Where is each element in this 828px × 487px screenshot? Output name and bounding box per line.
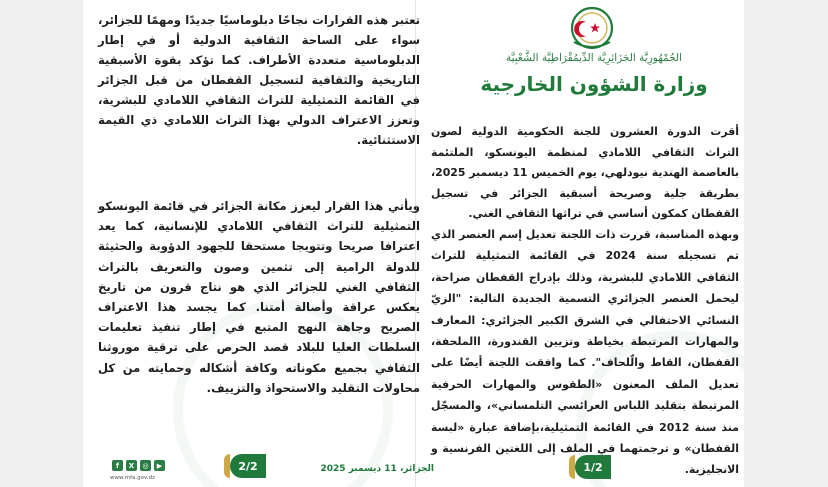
page-one-paragraph-2: وبهذه المناسبة، قررت ذات اللجنة تعديل إسم العنصر الذي تم تسجيله سنة 2024 في القائمة التمثيلية للتراث الثقافي اللامادي للبشرية، وذلك بإدراج القفطان صراحة، ليحمل العنصر الجزائري التسمية الجديدة التالية: "الزيّ النسائي الاحتفالي في الشرق الكبير الجزائري: المعارف والمهارات المرتبطة بخياطة وتزيين القندورة، االملحفة، القفطان، القاط والّلحاف". كما وافقت اللجنة أيضًا على تعديل الملف المعنون «الطقوس والمهارات الحرفية المرتبطة بتقليد اللباس العرائسي التلمساني»، والمسجّل منذ سنة 2012 في القائمة التمثيلية،بإضافة عبارة «لبسة القفطان» و ترجمتهما في الملف إلى اللغتين الفرنسية و الانجليزية.: [431, 228, 740, 477]
website-url[interactable]: www.mfa.gov.dz: [110, 475, 155, 481]
page-two-paragraph-2: ويأتي هذا القرار ليعزز مكانة الجزائر في قائمة اليونسكو التمثيلية للتراث الثقافي اللامادي للإنسانية، كما يعد اعترافا صريحا وتتويجا مستحقا للجهود الدؤوبة والحثيثة للدولة الرامية إلى تثمين وصون والتعريف بالتراث الثقافي الغني للجزائر الذي هو نتاج قرون من تاريخ يعكس عراقة وأصالة أمتنا. كما يجسد هذا الاعتراف الصريح وجاهة النهج المتبع في إطار تنفيذ تعليمات السلطات العليا للبلاد قصد الحرص على ترقية موروثنا الثقافي بجميع مكوناته وكافة أشكاله وحمايته من كل محاولات التقليد والاستحواذ والتزييف.: [98, 199, 420, 395]
page-two-paragraph-1: تعتبر هذه القرارات نجاحًا دبلوماسيًا جديدًا ومهمًا للجزائر، سواء على الساحة الثقافية الدولية أو في إطار الدبلوماسية متعددة الأطراف. كما تؤكد بقوة الأسبقية التاريخية والثقافية لتسجيل القفطان من قبل الجزائر في القائمة التمثيلية للتراث الثقافي اللامادي للبشرية، وتعزز الاعتراف الدولي بهذا التراث اللامادي ذي القيمة الاستثنائية.: [98, 13, 420, 147]
page-number-badge: 1/2: [575, 455, 611, 479]
algeria-emblem-icon: [564, 6, 620, 50]
date-label: الجزائر، 11 ديسمبر 2025: [320, 464, 434, 474]
instagram-icon[interactable]: ◎: [140, 460, 151, 471]
facebook-icon[interactable]: f: [112, 460, 123, 471]
page-one-paragraph-1: أقرت الدورة العشرون للجنة الحكومية الدولية لصون التراث الثقافي اللامادي لمنظمة اليونسكو، الملتئمة بالعاصمة الهندية نيودلهي، يوم الخميس 11 ديسمبر 2025، بطريقة جلية وصريحة أسبقية الجزائر في تسجيل القفطان كمكون أساسي في تراثها الثقافي الغني.: [431, 125, 739, 221]
republic-name: الجُمْهُورِيَّة الجَزَائِرِيَّة الدِّيمُقْرَاطِيَّة الشَّعْبِيَّة: [505, 52, 683, 64]
x-icon[interactable]: X: [126, 460, 137, 471]
youtube-icon[interactable]: ▶: [154, 460, 165, 471]
page-number-badge: 2/2: [230, 454, 266, 478]
social-links: [112, 460, 165, 471]
ministry-name: وزارة الشؤون الخارجية: [480, 72, 708, 96]
